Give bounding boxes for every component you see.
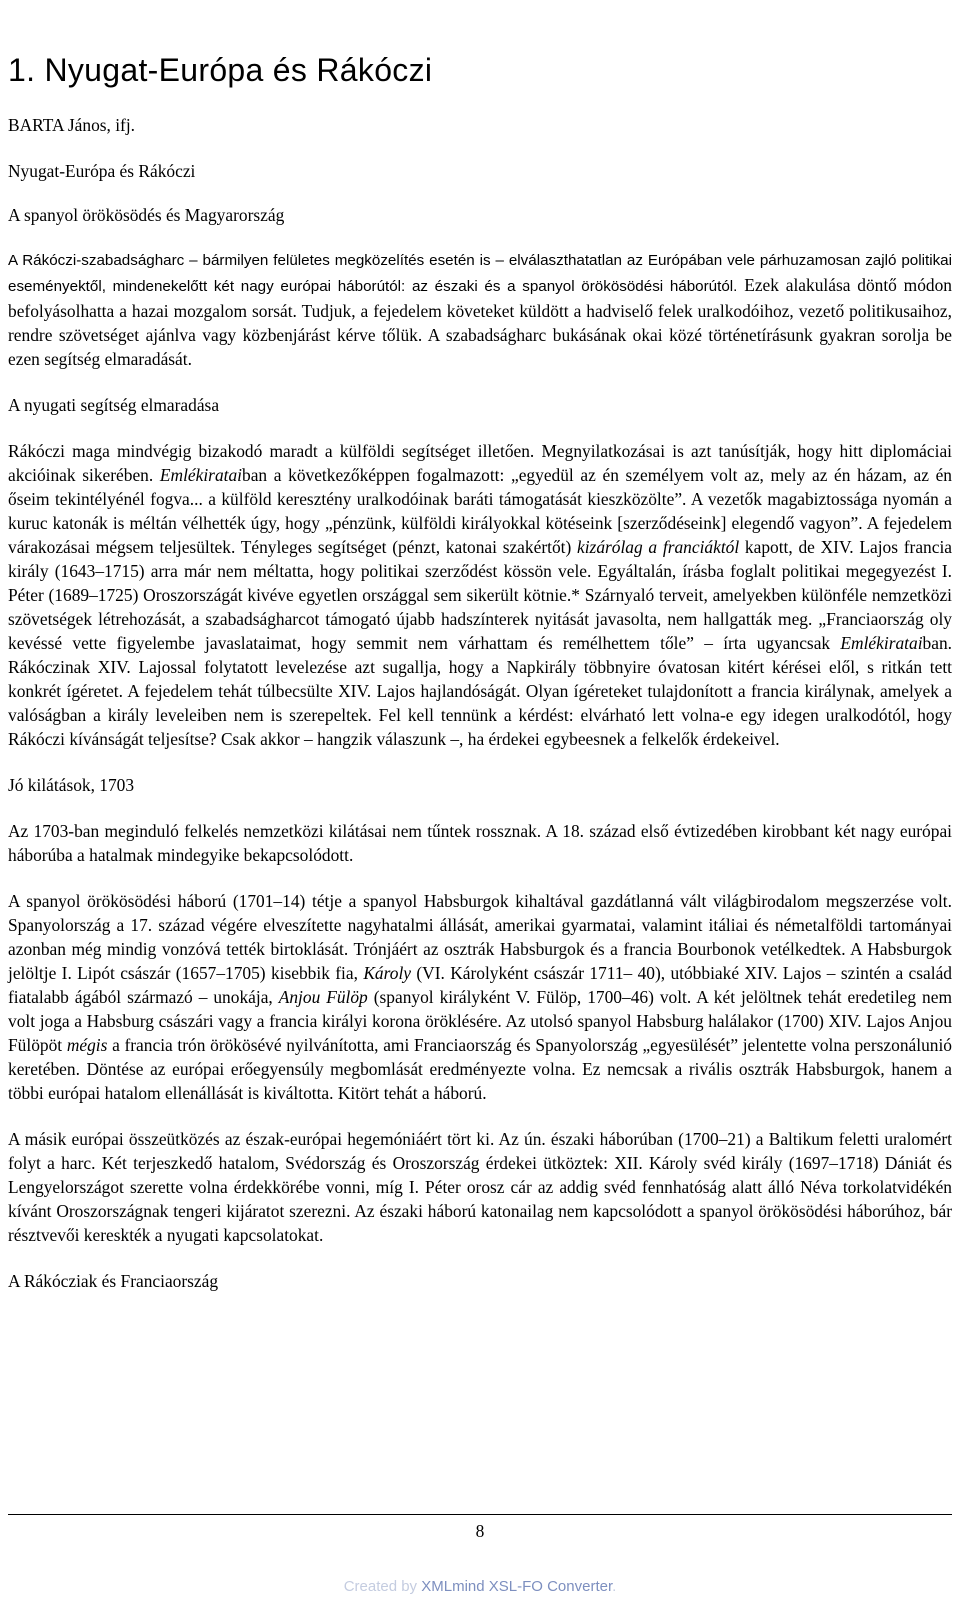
heading-rakoczis-france: A Rákócziak és Franciaország	[8, 1271, 219, 1291]
para4-text-b: (VI. Károlyként császár 1711– 40), utóbbiaké XIV. Lajos – szintén a család fiatalabb ágából származó – unokája,	[8, 963, 952, 1007]
paragraph-prospects: Az 1703-ban meginduló felkelés nemzetközi kilátásai nem tűntek rossznak. A 18. század első évtizedében kirobbant két nagy európai háborúba a hatalmak mindegyike bekapcsolódott.	[8, 821, 952, 865]
heading-western-help: A nyugati segítség elmaradása	[8, 395, 220, 415]
para4-text-a: A spanyol örökösödési háború (1701–14) tétje a spanyol Habsburgok kihaltával gazdátlanná vált világbirodalom megszerzése volt. Spanyolország a 17. század végére elveszítette nagyhatalmi állását, amerikai gyarmatai, valamint itáliai és németalföldi tartományai azonban még mindig vonzóvá tették birtoklását. Trónjáért az osztrák Habsburgok és a francia Bourbonok vetélkedtek. A Habsburgok jelöltje I. Lipót császár (1657–1705) kisebbik fia,	[8, 891, 952, 983]
page-number: 8	[475, 1521, 485, 1541]
para4-text-d: a francia trón örökösévé nyilvánította, ami Franciaország és Spanyolország „egyesülését” jelentette volna perszonálunió keretében. Döntése az európai erőegyensúly megbomlását eredményezte volna. Ez nemcsak a rivális osztrák Habsburgok, hanem a többi európai hatalom ellenállását is kiváltotta. Kitört tehát a háború.	[8, 1035, 953, 1103]
intro-paragraph	[8, 247, 952, 371]
paragraph-rakoczi-hopes	[8, 439, 952, 751]
para2-italic-french: kizárólag a franciáktól	[577, 537, 740, 557]
credit-suffix: .	[612, 1578, 617, 1595]
para2-italic-memoirs-2: Emlékiratai	[840, 633, 923, 653]
paragraph-spanish-succession	[8, 889, 952, 1105]
paragraph-northern-war: A másik európai összeütközés az észak-európai hegemóniáért tört ki. Az ún. északi háborúban (1700–21) a Baltikum feletti uralomért folyt a harc. Két terjeszkedő hatalom, Svédország és Oroszország érdekei ütköztek: XII. Károly svéd király (1697–1718) Dániát és Lengyelországot szerette volna érdekkörébe vonni, míg I. Péter orosz cár az addig svéd fennhatóság alatt álló Néva torkolatvidékén kívánt Oroszországnak tengeri kijáratot szerezni. Az északi háború katonailag nem kapcsolódott a spanyol örökösödési háborúhoz, bár résztvevői kereskték a nyugati kapcsolatokat.	[8, 1129, 952, 1245]
credit-brand: XMLmind XSL-FO Converter	[421, 1578, 613, 1595]
para2-text-d: ban. Rákóczinak XIV. Lajossal folytatott levelezése azt sugallja, hogy a Napkirály többnyire óvatosan kitért kérései elől, s ritkán tett konkrét ígéretet. A fejedelem tehát túlbecsülte XIV. Lajos hajlandóságát. Olyan ígéreteket tulajdonított a francia királynak, amelyek a valóságban a király leveleiben nem is szerepeltek. Fel kell tennünk a kérdést: elvárható lett volna-e egy idegen uralkodótól, hogy Rákóczi kívánságát teljesítse? Csak akkor – hangzik válaszunk –, ha érdekei egybeesnek a felkelők érdekeivel.	[8, 633, 952, 749]
intro-paragraph-serif: Ezek alakulása döntő módon befolyásolhatta a hazai mozgalom sorsát. Tudjuk, a fejedelem követeket küldött a hadviselő felek uralkodóihoz, vezető politikusaihoz, rendre szövetséget ajánlva vagy közbenjárást kérve tőlük. A szabadságharc bukásának okai közé történetírásunk gyakran sorolja be ezen segítség elmaradását.	[8, 275, 952, 369]
author-line: BARTA János, ifj.	[8, 115, 136, 135]
converter-credit	[0, 1577, 960, 1597]
heading-prospects: Jó kilátások, 1703	[8, 775, 135, 795]
subtitle: A spanyol örökösödés és Magyarország	[8, 205, 285, 225]
para2-italic-memoirs: Emlékiratai	[159, 465, 242, 485]
intro-paragraph-sans: A Rákóczi-szabadságharc – bármilyen felületes megközelítés esetén is – elválaszthatatlan az Európában vele párhuzamosan zajló politikai eseményektől, mindenekelőtt két nagy európai háborútól: az északi és a spanyol örökösödési háborútól.	[8, 252, 952, 295]
chapter-title: 1. Nyugat-Európa és Rákóczi	[8, 52, 433, 88]
credit-prefix: Created by	[343, 1578, 422, 1595]
para4-italic-anjou: Anjou Fülöp	[278, 987, 368, 1007]
section-title: Nyugat-Európa és Rákóczi	[8, 161, 196, 181]
document-page	[8, 0, 952, 1293]
para4-italic-karoly: Károly	[363, 963, 411, 983]
footer-divider	[8, 1514, 952, 1515]
para2-text-b: ban a következőképpen fogalmazott: „egyedül az én személyem volt az, mely az én házam, az én őseim tekintélyénél fogva... a külföld keresztény uralkodóinak baráti támogatását kieszközölte”. A vezetők magabiztossága nyomán a kuruc katonák is méltán vélhették úgy, hogy „pénzünk, külföldi királyokkal kötéseink [szerződéseink] elegendő vagyon”. A fejedelem várakozásai mégsem teljesültek. Tényleges segítséget (pénzt, katonai szakértőt)	[8, 465, 952, 557]
para4-italic-megis: mégis	[66, 1035, 108, 1055]
para2-text-c: kapott, de XIV. Lajos francia király (1643–1715) arra már nem méltatta, hogy politikai szerződést kössön vele. Egyáltalán, írásba foglalt politikai megegyezést I. Péter (1689–1725) Oroszországát kivéve egyetlen országgal sem sikerült kötnie.* Szárnyaló terveit, amelyekben különféle nemzetközi szövetségek létrehozását, a szabadságharcot támogató újabb hadszínterek nyitását javasolta, nem hallgatták meg. „Franciaország oly kevéssé vette figyelembe javaslataimat, hogy semmit nem várhattam és remélhettem tőle” – írta ugyancsak	[8, 537, 953, 653]
para4-text-c: (spanyol királyként V. Fülöp, 1700–46) volt. A két jelöltnek tehát eredetileg nem volt joga a Habsburg császári vagy a francia királyi korona öröklésére. Az utolsó spanyol Habsburg halálakor (1700) XIV. Lajos Anjou Fülöpöt	[8, 987, 952, 1055]
para2-text-a: Rákóczi maga mindvégig bizakodó maradt a külföldi segítséget illetően. Megnyilatkozásai is azt tanúsítják, hogy hitt diplomáciai akcióinak sikerében.	[8, 441, 952, 485]
